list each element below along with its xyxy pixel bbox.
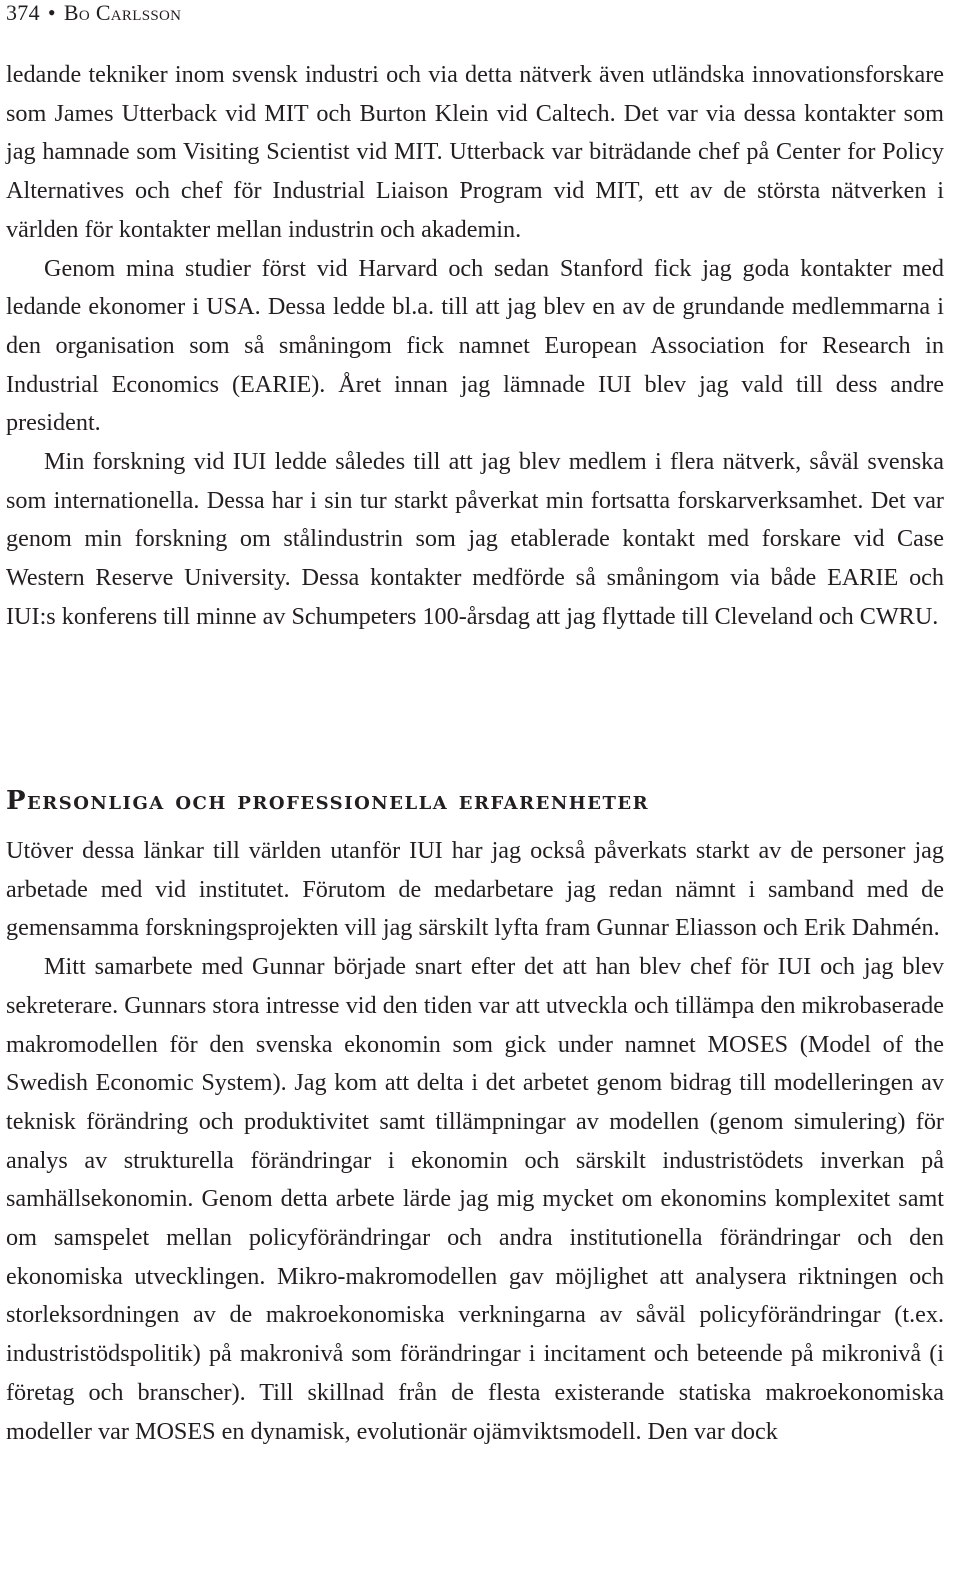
paragraph: Mitt samarbete med Gunnar började snart efter det att han blev chef för IUI och jag blev sekreterare. Gunnars stora intresse vid den tiden var att utveckla och tillämpa den mikrobaserade makromodellen för den svenska ekonomin som gick under namnet MOSES (Model of the Swedish Economic System). Jag kom att delta i det arbetet genom bidrag till modelleringen av teknisk förändring och produktivitet samt tillämpningar av modellen (genom simulering) för analys av strukturella förändringar i ekonomin och särskilt industristödets inverkan på samhällsekonomin. Genom detta arbete lärde jag mig mycket om ekonomins komplexitet samt om samspelet mellan policyförändringar och andra institutionella förändringar och den ekonomiska utvecklingen. Mikro-makromodellen gav möjlighet att analysera riktningen och storleksordningen av de makroekonomiska verkningarna av såväl policyförändringar (t.ex. industristödspolitik) på makronivå som förändringar i incitament och beteende på mikronivå (i företag och branscher). Till skillnad från de flesta existerande statiska makroekonomiska modeller var MOSES en dynamisk, evolutionär ojämviktsmodell. Den var dock — [6, 953, 944, 1445]
bullet-separator: • — [47, 0, 56, 25]
paragraph: Min forskning vid IUI ledde således till att jag blev medlem i flera nätverk, såväl svenska som internationella. Dessa har i sin tur starkt påverkat min fortsatta forskarverksamhet. Det var genom min forskning om stålindustrin som jag etablerade kontakt med forskare vid Case Western Reserve University. Dessa kontakter medförde så småningom via både EARIE och IUI:s konferens till minne av Schumpeters 100-årsdag att jag flyttade till Cleveland och CWRU. — [6, 448, 944, 630]
paragraph: Genom mina studier först vid Harvard och sedan Stanford fick jag goda kontakter med ledande ekonomer i USA. Dessa ledde bl.a. till att jag blev en av de grundande medlemmarna i den organisation som så småningom fick namnet European Association for Research in Industrial Economics (EARIE). Året innan jag lämnade IUI blev jag vald till dess andre president. — [6, 254, 944, 437]
body-text-top — [6, 56, 944, 637]
page-number: 374 — [6, 0, 40, 25]
paragraph: ledande tekniker inom svensk industri och via detta nätverk även utländska innovationsforskare som James Utterback vid MIT och Burton Klein vid Caltech. Det var via dessa kontakter som jag hamnade som Visiting Scientist vid MIT. Utterback var biträdande chef på Center for Policy Alternatives och chef för Industrial Liaison Program vid MIT, ett av de största nätverken i världen för kontakter mellan industrin och akademin. — [6, 61, 944, 243]
section-heading: Personliga och professionella erfarenheter — [6, 786, 650, 816]
running-head — [6, 0, 181, 26]
running-head-author: Bo Carlsson — [63, 0, 182, 25]
paragraph: Utöver dessa länkar till världen utanför IUI har jag också påverkats starkt av de personer jag arbetade med vid institutet. Förutom de medarbetare jag redan nämnt i samband med de gemensamma forskningsprojekten vill jag särskilt lyfta fram Gunnar Eliasson och Erik Dahmén. — [6, 837, 944, 942]
body-text-bottom — [6, 832, 944, 1451]
